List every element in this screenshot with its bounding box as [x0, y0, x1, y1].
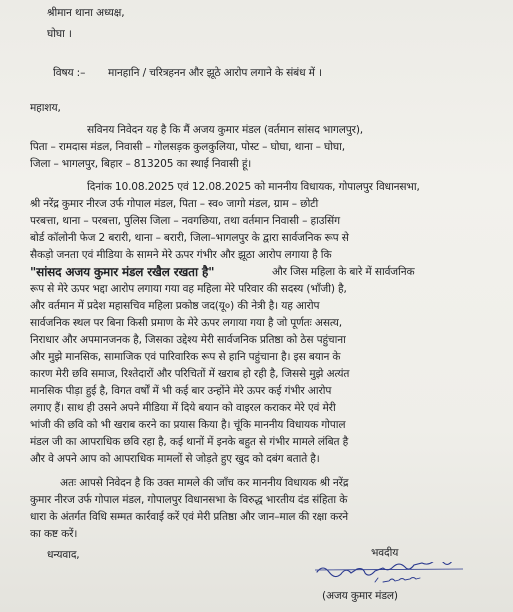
subject-label: विषय :–: [53, 67, 86, 79]
para2-line: और जिस महिला के बारे में सार्वजनिक: [272, 266, 415, 278]
handwritten-signature: [313, 562, 481, 586]
para3-line: का कष्ट करें।: [30, 528, 78, 540]
addressee-place: घोघा ।: [47, 28, 72, 40]
para2-line: रूप से मेरे ऊपर भद्दा आरोप लगाया गया वह महिला मेरे परिवार की सदस्य (भाँजी) है,: [30, 283, 347, 295]
salutation: महाशय,: [30, 102, 61, 114]
quoted-allegation: "सांसद अजय कुमार मंडल रखैल रखता है": [30, 265, 215, 279]
para2-line: श्री नरेंद्र कुमार नीरज उर्फ गोपाल मंडल, पिता – स्व० जागो मंडल, ग्राम – छोटी: [30, 198, 319, 210]
para2-line: मानसिक पीड़ा हुई है, विगत वर्षों में भी कई बार उन्होंने मेरे ऊपर कई गंभीर आरोप: [30, 385, 332, 397]
thanks-line: धन्यवाद,: [47, 549, 80, 561]
para2-line: सार्वजनिक स्थल पर बिना किसी प्रमाण के मेरे ऊपर लगाया गया है जो पूर्णतः असत्य,: [30, 317, 342, 329]
subject-text: मानहानि / चरित्रहनन और झूठे आरोप लगाने के संबंध में ।: [108, 67, 322, 79]
para2-line: भांजी की छवि को भी खराब करने का प्रयास किया है। चूंकि माननीय विधायक गोपाल: [30, 419, 346, 431]
sender-name: (अजय कुमार मंडल): [322, 590, 398, 602]
para3-line: कुमार नीरज उर्फ गोपाल मंडल, गोपालपुर विधानसभा के विरुद्ध भारतीय दंड संहिता के: [30, 494, 348, 506]
para1-line: जिला – भागलपुर, बिहार – 813205 का स्थाई निवासी हूं।: [30, 158, 252, 170]
para2-line: सैकड़ो जनता एवं मीडिया के सामने मेरे ऊपर गंभीर और झूठा आरोप लगाया है कि: [30, 249, 332, 261]
para1-line: पिता – रामदास मंडल, निवासी – गोलसड़क कुलकुलिया, पोस्ट – घोघा, थाना – घोघा,: [30, 141, 345, 153]
para3-line: अतः आपसे निवेदन है कि उक्त मामले की जाँच कर माननीय विधायक श्री नरेंद्र: [60, 477, 349, 489]
para2-line: और वर्तमान में प्रदेश महासचिव महिला प्रकोष्ठ जद(यू०) की नेत्री है। यह आरोप: [30, 300, 320, 312]
yours-line: भवदीय: [371, 547, 399, 559]
para2-line: दिनांक 10.08.2025 एवं 12.08.2025 को माननीय विधायक, गोपालपुर विधानसभा,: [87, 181, 420, 193]
para2-line: मंडल जी का आपराधिक छवि रहा है, कई थानों में इनके बहुत से गंभीर मामले लंबित है: [30, 436, 349, 448]
para2-line: बोर्ड कॉलोनी फेज 2 बरारी, थाना – बरारी, जिला–भागलपुर के द्वारा सार्वजनिक रूप से: [30, 232, 349, 244]
para2-line: और वे अपने आप को आपराधिक मामलों से जोड़ते हुए खुद को दबंग बताते है।: [30, 453, 320, 465]
addressee-line: श्रीमान थाना अध्यक्ष,: [47, 7, 125, 19]
para2-line: निराधार और अपमानजनक है, जिसका उद्देश्य मेरी सार्वजनिक प्रतिष्ठा को ठेस पहुंचाना: [30, 334, 346, 346]
para1-line: सविनय निवेदन यह है कि मैं अजय कुमार मंडल (वर्तमान सांसद भागलपुर),: [87, 124, 364, 136]
para2-line: और मुझे मानसिक, सामाजिक एवं पारिवारिक रूप से हानि पहुंचाना है। इस बयान के: [30, 351, 341, 363]
para3-line: धारा के अंतर्गत विधि सम्मत कार्रवाई करें एवं मेरी प्रतिष्ठा और जान–माल की रक्षा करने: [30, 511, 348, 523]
para2-line: लगाए हैं। साथ ही उसने अपने मीडिया में दिये बयान को वाइरल कराकर मेरे एवं मेरी: [30, 402, 336, 414]
para2-line: परबत्ता, थाना – परबत्ता, पुलिस जिला – नवगछिया, तथा वर्तमान निवासी – हाउसिंग: [30, 215, 340, 227]
para2-line: कारण मेरी छवि समाज, रिश्तेदारों और परिचितों में खराब हो रही है, जिससे मुझे अत्यंत: [30, 368, 350, 380]
